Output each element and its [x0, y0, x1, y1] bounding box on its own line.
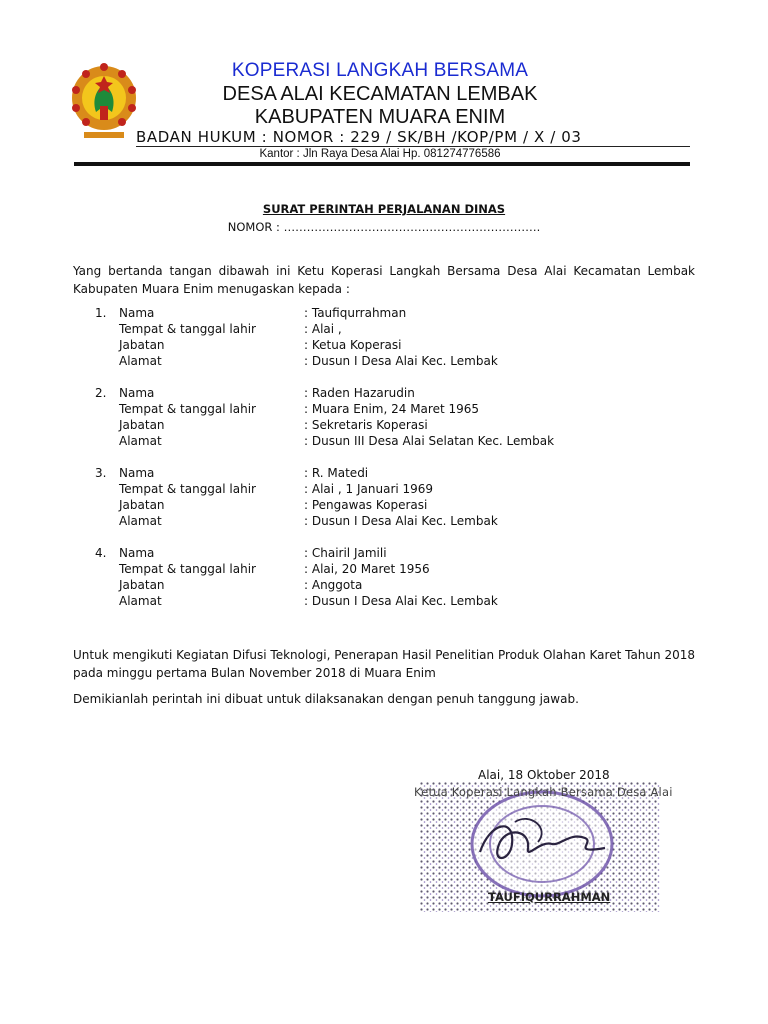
birth-label: Tempat & tanggal lahir [119, 482, 256, 496]
address-label: Alamat [119, 354, 162, 368]
address-label: Alamat [119, 514, 162, 528]
position-label: Jabatan [119, 338, 165, 352]
position-value: : Sekretaris Koperasi [304, 418, 428, 432]
position-label: Jabatan [119, 418, 165, 432]
position-value: : Ketua Koperasi [304, 338, 402, 352]
intro-paragraph: Yang bertanda tangan dibawah ini Ketu Koperasi Langkah Bersama Desa Alai Kecamatan Lembak Kabupaten Muara Enim menugaskan kepada : [73, 264, 695, 296]
birth-value: : Alai , [304, 322, 342, 336]
office-address: Kantor : Jln Raya Desa Alai Hp. 081274776586 [259, 148, 501, 160]
address-value: : Dusun I Desa Alai Kec. Lembak [304, 594, 498, 608]
name-label: Nama [119, 386, 155, 400]
closing-paragraph: Demikianlah perintah ini dibuat untuk dilaksanakan dengan penuh tanggung jawab. [73, 692, 579, 706]
position-value: : Pengawas Koperasi [304, 498, 428, 512]
entry-number: 1. [95, 306, 107, 320]
address-label: Alamat [119, 434, 162, 448]
name-label: Nama [119, 466, 155, 480]
person-entry [95, 465, 695, 529]
organization-name: KOPERASI LANGKAH BERSAMA [231, 60, 529, 81]
name-value: : Chairil Jamili [304, 546, 387, 560]
birth-label: Tempat & tanggal lahir [119, 322, 256, 336]
birth-label: Tempat & tanggal lahir [119, 562, 256, 576]
position-label: Jabatan [119, 498, 165, 512]
entry-number: 2. [95, 386, 107, 400]
address-value: : Dusun I Desa Alai Kec. Lembak [304, 354, 498, 368]
position-label: Jabatan [119, 578, 165, 592]
address-label: Alamat [119, 594, 162, 608]
name-value: : Taufiqurrahman [304, 306, 407, 320]
position-value: : Anggota [304, 578, 363, 592]
signature-place-date: Alai, 18 Oktober 2018 [478, 768, 610, 782]
header-divider-thin [136, 146, 690, 147]
document-number: NOMOR : …………………………………………………………. [227, 220, 541, 234]
header-divider-thick [74, 162, 690, 166]
name-label: Nama [119, 546, 155, 560]
cooperative-emblem-icon [70, 54, 138, 146]
birth-value: : Alai , 1 Januari 1969 [304, 482, 434, 496]
person-entry [95, 545, 695, 609]
birth-label: Tempat & tanggal lahir [119, 402, 256, 416]
entry-number: 3. [95, 466, 107, 480]
person-entry [95, 305, 695, 369]
document-title: SURAT PERINTAH PERJALANAN DINAS [262, 202, 506, 216]
address-value: : Dusun III Desa Alai Selatan Kec. Lembak [304, 434, 555, 448]
signatory-name: TAUFIQURRAHMAN [488, 890, 611, 904]
person-entry [95, 385, 695, 449]
name-label: Nama [119, 306, 155, 320]
village-district-line: DESA ALAI KECAMATAN LEMBAK [222, 83, 538, 105]
purpose-paragraph: Untuk mengikuti Kegiatan Difusi Teknologi, Penerapan Hasil Penelitian Produk Olahan Karet Tahun 2018 pada minggu pertama Bulan November 2018 di Muara Enim [73, 648, 695, 680]
regency-line: KABUPATEN MUARA ENIM [254, 106, 506, 128]
birth-value: : Alai, 20 Maret 1956 [304, 562, 430, 576]
name-value: : R. Matedi [304, 466, 369, 480]
entry-number: 4. [95, 546, 107, 560]
legal-entity-number: BADAN HUKUM : NOMOR : 229 / SK/BH /KOP/PM / X / 03 [136, 128, 582, 146]
name-value: : Raden Hazarudin [304, 386, 415, 400]
signatory-title: Ketua Koperasi Langkah Bersama Desa Alai [414, 785, 673, 799]
address-value: : Dusun I Desa Alai Kec. Lembak [304, 514, 498, 528]
birth-value: : Muara Enim, 24 Maret 1965 [304, 402, 480, 416]
